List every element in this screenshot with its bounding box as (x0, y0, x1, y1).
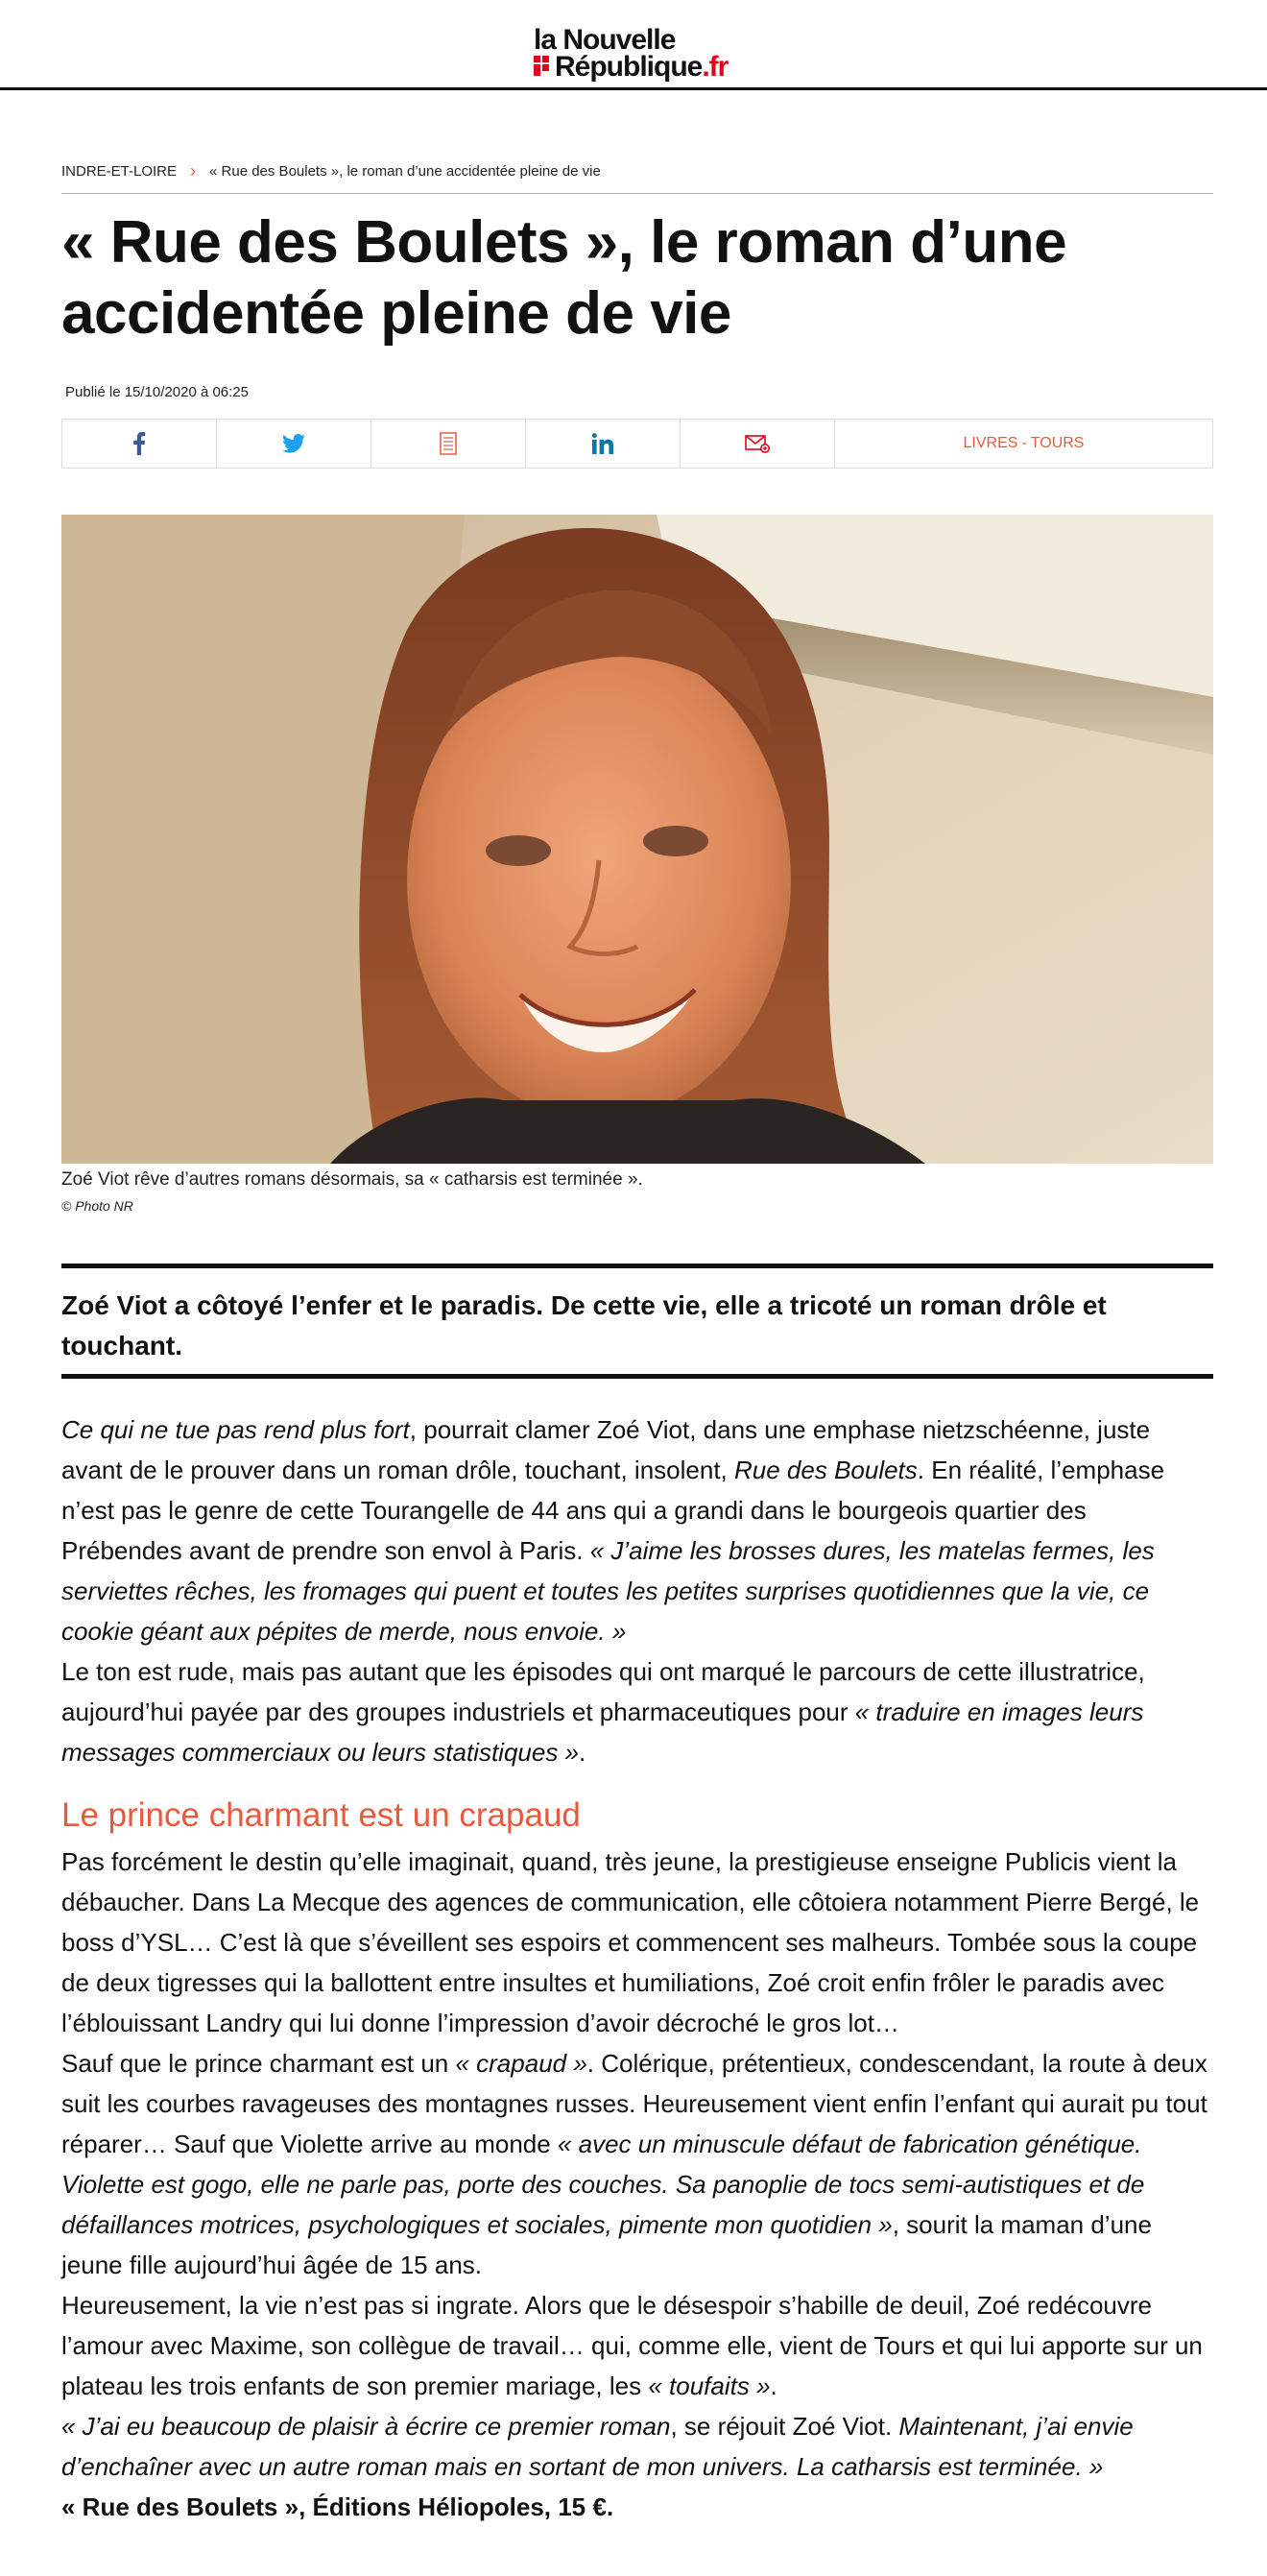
tag-separator: - (1021, 435, 1027, 451)
photo-credit: © Photo NR (61, 1198, 133, 1214)
portrait-image (61, 515, 1213, 1164)
share-facebook-button[interactable] (62, 420, 217, 468)
paragraph: Ce qui ne tue pas rend plus fort, pourrait clamer Zoé Viot, dans une emphase nietzschéenne, juste avant de le prouver dans un roman drôle, touchant, insolent, Rue des Boulets. En réalité, l’emphase n’est pas le genre de cette Tourangelle de 44 ans qui a grandi dans le bourgeois quartier des Prébendes avant de prendre son envol à Paris. « J’aime les brosses dures, les matelas fermes, les serviettes rêches, les fromages qui puent et toutes les petites surprises quotidiennes que la vie, ce cookie géant aux pépites de merde, nous envoie. » (61, 1415, 1165, 1646)
share-email-button[interactable] (681, 420, 835, 468)
article-photo (61, 515, 1213, 1164)
chevron-right-icon: › (190, 161, 197, 181)
twitter-icon (282, 434, 305, 453)
site-header (0, 0, 1267, 90)
facebook-icon (132, 432, 146, 455)
share-bar (61, 419, 1213, 469)
logo-line2: République (555, 51, 703, 83)
paragraph: Sauf que le prince charmant est un « crapaud ». Colérique, prétentieux, condescendant, la route à deux suit les courbes ravageuses des montagnes russes. Heureusement vient enfin l’enfant qui aurait pu tout réparer… Sauf que Violette arrive au monde « avec un minuscule défaut de fabrication génétique. Violette est gogo, elle ne parle pas, porte des couches. Sa panoplie de tocs semi-autistiques et de défaillances motrices, psychologiques et sociales, pimente mon quotidien », sourit la maman d’une jeune fille aujourd’hui âgée de 15 ans. (61, 2049, 1207, 2279)
paragraph: « J’ai eu beaucoup de plaisir à écrire ce premier roman, se réjouit Zoé Viot. Maintenant, j’ai envie d’enchaîner avec un autre roman mais en sortant de mon univers. La catharsis est terminée. » (61, 2412, 1134, 2481)
paragraph: Heureusement, la vie n’est pas si ingrate. Alors que le désespoir s’habille de deuil, Zoé redécouvre l’amour avec Maxime, son collègue de travail… qui, comme elle, vient de Tours et qui lui apporte sur un plateau les trois enfants de son premier mariage, les « toufaits ». (61, 2291, 1203, 2400)
share-linkedin-button[interactable] (526, 420, 681, 468)
paragraph: Le ton est rude, mais pas autant que les épisodes qui ont marqué le parcours de cette illustratrice, aujourd’hui payée par des groupes industriels et pharmaceutiques pour « traduire en images leurs messages commerciaux ou leurs statistiques ». (61, 1657, 1145, 1767)
publish-date: Publié le 15/10/2020 à 06:25 (65, 384, 249, 400)
tag-link[interactable]: LIVRES (963, 435, 1018, 451)
paragraph: Pas forcément le destin qu’elle imaginait, quand, très jeune, la prestigieuse enseigne Publicis vient la débaucher. Dans La Mecque des agences de communication, elle côtoiera notamment Pierre Bergé, le boss d’YSL… C’est là que s’éveillent ses espoirs et commencent ses malheurs. Tombée sous la coupe de deux tigresses qui la ballottent entre insultes et humiliations, Zoé croit enfin frôler le paradis avec l’éblouissant Landry qui lui donne l’impression d’avoir décroché le gros lot… (61, 1847, 1200, 2037)
article-title: « Rue des Boulets », le roman d’une accidentée pleine de vie (61, 209, 1067, 347)
site-logo[interactable] (534, 25, 745, 83)
linkedin-icon (592, 433, 613, 454)
mail-icon (745, 434, 770, 453)
book-reference: « Rue des Boulets », Éditions Héliopoles, 15 €. (61, 2492, 614, 2521)
breadcrumb-current: « Rue des Boulets », le roman d’une accidentée pleine de vie (209, 163, 601, 180)
breadcrumb (61, 163, 1213, 194)
breadcrumb-section-link[interactable]: INDRE-ET-LOIRE (61, 163, 178, 180)
article-subheading: Le prince charmant est un crapaud (61, 1796, 581, 1834)
article-lead: Zoé Viot a côtoyé l’enfer et le paradis. De cette vie, elle a tricoté un roman drôle et touchant. (61, 1264, 1213, 1379)
document-icon (440, 432, 457, 455)
logo-mark-icon (534, 52, 551, 81)
article-tags (835, 420, 1212, 468)
photo-caption: Zoé Viot rêve d’autres romans désormais, sa « catharsis est terminée ». (61, 1169, 643, 1190)
article-body (61, 1409, 1213, 2527)
share-twitter-button[interactable] (217, 420, 371, 468)
logo-suffix: .fr (702, 51, 729, 83)
logo-line1: la Nouvelle (534, 24, 676, 56)
share-print-button[interactable] (371, 420, 526, 468)
tag-link[interactable]: TOURS (1030, 435, 1085, 451)
